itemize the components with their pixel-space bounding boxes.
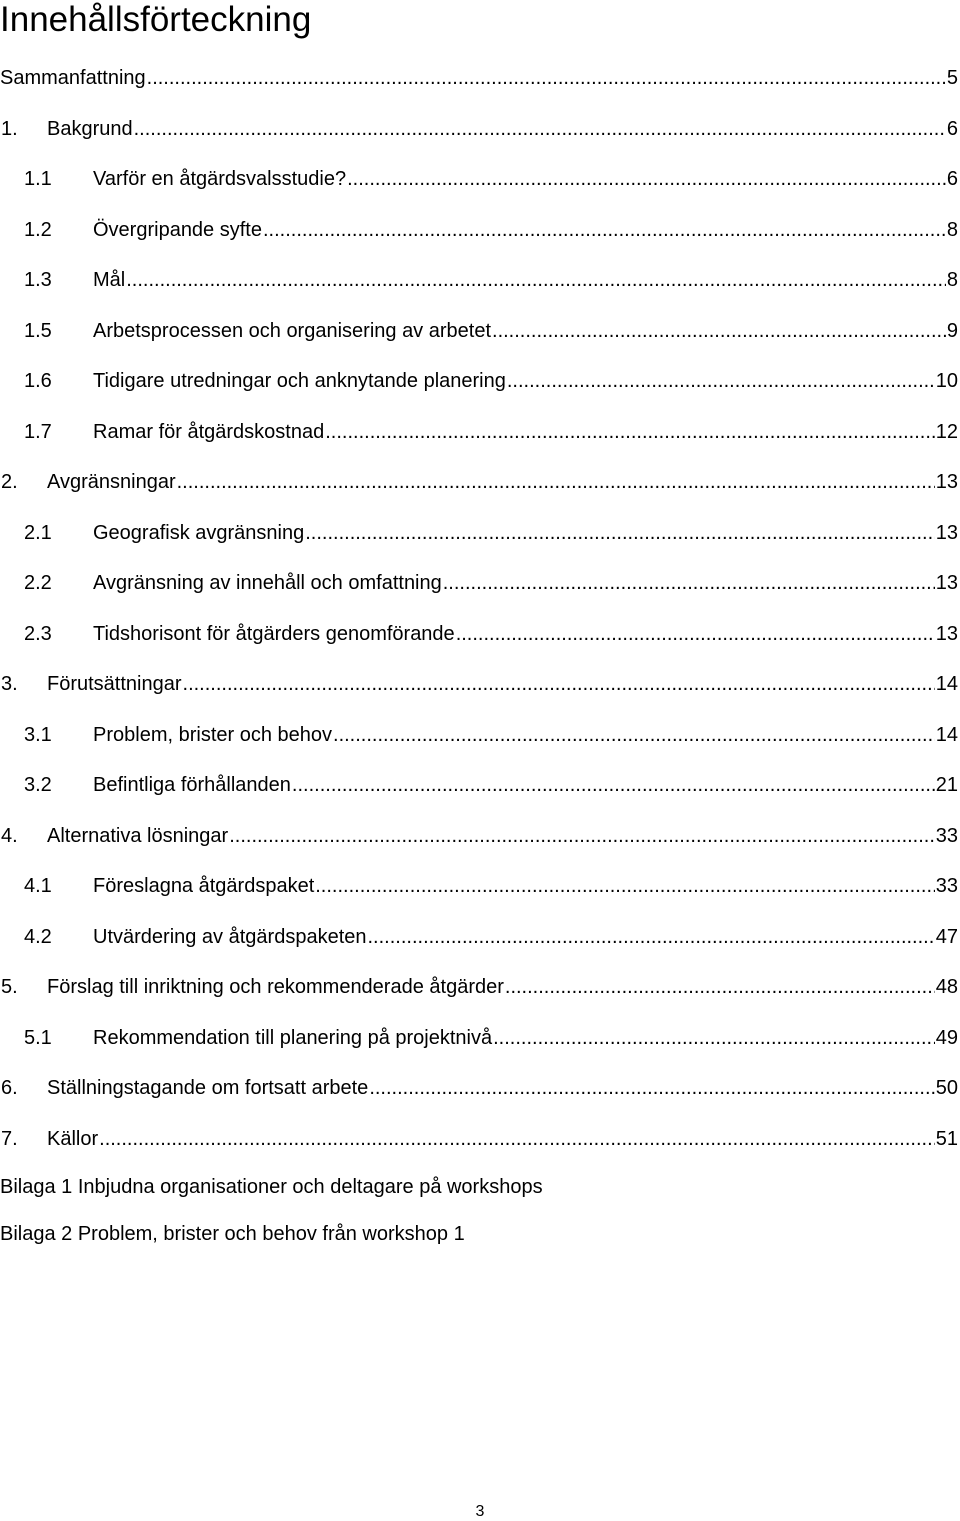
toc-entry-label: Avgränsningar [47, 471, 176, 493]
dot-leader [347, 154, 946, 205]
toc-entry-page: 12 [935, 420, 958, 443]
dot-leader [99, 1114, 935, 1165]
toc-entry-page: 9 [946, 319, 958, 342]
toc-entry-number: 1.2 [24, 218, 52, 241]
dot-leader [493, 1013, 935, 1064]
dot-leader [229, 811, 935, 862]
dot-leader [147, 53, 946, 104]
dot-leader [369, 1063, 934, 1114]
toc-entry-number: 1.3 [24, 269, 52, 291]
toc-entry[interactable] [0, 457, 958, 508]
toc-entry-number: 1. [1, 117, 18, 140]
toc-entry-number: 3. [1, 673, 18, 695]
toc-entry[interactable] [0, 710, 958, 761]
toc-entry-number: 2.1 [24, 521, 52, 544]
toc-entry-label: Tidshorisont för åtgärders genomförande [93, 622, 455, 645]
page-number: 3 [475, 1503, 485, 1520]
toc-entry-page: 21 [935, 774, 958, 796]
toc-entry[interactable] [0, 861, 958, 912]
toc-entry-page: 5 [946, 67, 958, 89]
dot-leader [126, 255, 946, 306]
toc-entry-label: Alternativa lösningar [47, 824, 229, 847]
toc-entry-number: 1.1 [24, 168, 52, 190]
toc-entry-page: 33 [935, 875, 958, 897]
dot-leader [505, 962, 935, 1013]
toc-entry-number: 2. [1, 471, 18, 493]
toc-entry-number: 6. [1, 1077, 18, 1099]
toc-entry[interactable] [0, 104, 958, 155]
toc-entry-label: Förslag till inriktning och rekommenderade åtgärder [47, 976, 504, 998]
dot-leader [177, 457, 935, 508]
toc-entry-page: 49 [935, 1026, 958, 1049]
toc-entry[interactable] [0, 962, 958, 1013]
toc-entry[interactable] [0, 659, 958, 710]
toc-entry-page: 8 [946, 218, 958, 241]
appendix-item[interactable]: Bilaga 1 Inbjudna organisationer och deltagare på workshops [0, 1176, 543, 1198]
toc-entry-number: 4.2 [24, 925, 52, 948]
toc-entry[interactable] [0, 1063, 958, 1114]
toc-entry-page: 14 [935, 673, 958, 695]
toc-entry-number: 4. [1, 824, 18, 847]
toc-entry-label: Utvärdering av åtgärdspaketen [93, 925, 367, 948]
toc-entry-label: Arbetsprocessen och organisering av arbetet [93, 319, 492, 342]
toc-entry-label: Bakgrund [47, 117, 133, 140]
toc-entry[interactable] [0, 760, 958, 811]
dot-leader [305, 508, 935, 559]
toc-entry-number: 5. [1, 976, 18, 998]
toc-entry-number: 2.3 [24, 622, 52, 645]
page-title: Innehållsförteckning [0, 0, 312, 39]
dot-leader [325, 407, 935, 458]
toc-entry-label: Ställningstagande om fortsatt arbete [47, 1077, 369, 1099]
toc-entry-number: 2.2 [24, 572, 52, 594]
toc-entry-page: 47 [935, 925, 958, 948]
toc-entry-page: 13 [935, 471, 958, 493]
toc-entry-label: Tidigare utredningar och anknytande planering [93, 370, 506, 392]
toc-entry[interactable] [0, 1013, 958, 1064]
toc-entry-page: 48 [935, 976, 958, 998]
dot-leader [333, 710, 935, 761]
toc-entry-label: Befintliga förhållanden [93, 774, 291, 796]
dot-leader [368, 912, 935, 963]
toc-entry[interactable] [0, 53, 958, 104]
dot-leader [492, 306, 946, 357]
toc-entry-label: Geografisk avgränsning [93, 521, 305, 544]
toc-entry-label: Avgränsning av innehåll och omfattning [93, 572, 442, 594]
dot-leader [507, 356, 935, 407]
toc-entry-number: 3.1 [24, 723, 52, 746]
toc-entry-label: Källor [47, 1127, 99, 1150]
toc-entry-number: 3.2 [24, 774, 52, 796]
toc-entry-number: 1.5 [24, 319, 52, 342]
toc-entry-label: Förutsättningar [47, 673, 182, 695]
toc-entry-page: 8 [946, 269, 958, 291]
toc-entry[interactable] [0, 306, 958, 357]
toc-entry-number: 7. [1, 1127, 18, 1150]
table-of-contents [0, 53, 958, 1164]
toc-entry[interactable] [0, 356, 958, 407]
toc-entry-label: Föreslagna åtgärdspaket [93, 875, 315, 897]
dot-leader [443, 558, 935, 609]
toc-entry[interactable] [0, 508, 958, 559]
toc-entry-page: 14 [935, 723, 958, 746]
dot-leader [456, 609, 935, 660]
toc-entry[interactable] [0, 407, 958, 458]
toc-entry-page: 13 [935, 622, 958, 645]
toc-entry-page: 50 [935, 1077, 958, 1099]
toc-entry-label: Varför en åtgärdsvalsstudie? [93, 168, 347, 190]
toc-entry-page: 13 [935, 521, 958, 544]
toc-entry-page: 10 [935, 370, 958, 392]
toc-entry[interactable] [0, 255, 958, 306]
appendix-item[interactable]: Bilaga 2 Problem, brister och behov från workshop 1 [0, 1223, 465, 1245]
toc-entry[interactable] [0, 811, 958, 862]
toc-entry-page: 6 [946, 168, 958, 190]
dot-leader [292, 760, 935, 811]
dot-leader [263, 205, 946, 256]
toc-entry[interactable] [0, 205, 958, 256]
dot-leader [183, 659, 935, 710]
toc-entry[interactable] [0, 609, 958, 660]
toc-entry-label: Rekommendation till planering på projektnivå [93, 1026, 493, 1049]
toc-entry-label: Sammanfattning [0, 67, 146, 89]
toc-entry-label: Mål [93, 269, 126, 291]
toc-entry-label: Ramar för åtgärdskostnad [93, 420, 325, 443]
toc-entry-number: 1.7 [24, 420, 52, 443]
toc-entry-page: 33 [935, 824, 958, 847]
toc-entry[interactable] [0, 1114, 958, 1165]
dot-leader [134, 104, 946, 155]
toc-entry-number: 5.1 [24, 1026, 52, 1049]
toc-entry-number: 1.6 [24, 370, 52, 392]
toc-entry-page: 13 [935, 572, 958, 594]
toc-entry-page: 6 [946, 117, 958, 140]
toc-entry[interactable] [0, 558, 958, 609]
dot-leader [315, 861, 935, 912]
toc-entry[interactable] [0, 912, 958, 963]
toc-entry-label: Problem, brister och behov [93, 723, 333, 746]
toc-entry-number: 4.1 [24, 875, 52, 897]
toc-entry[interactable] [0, 154, 958, 205]
toc-entry-label: Övergripande syfte [93, 218, 262, 241]
toc-entry-page: 51 [935, 1127, 958, 1150]
